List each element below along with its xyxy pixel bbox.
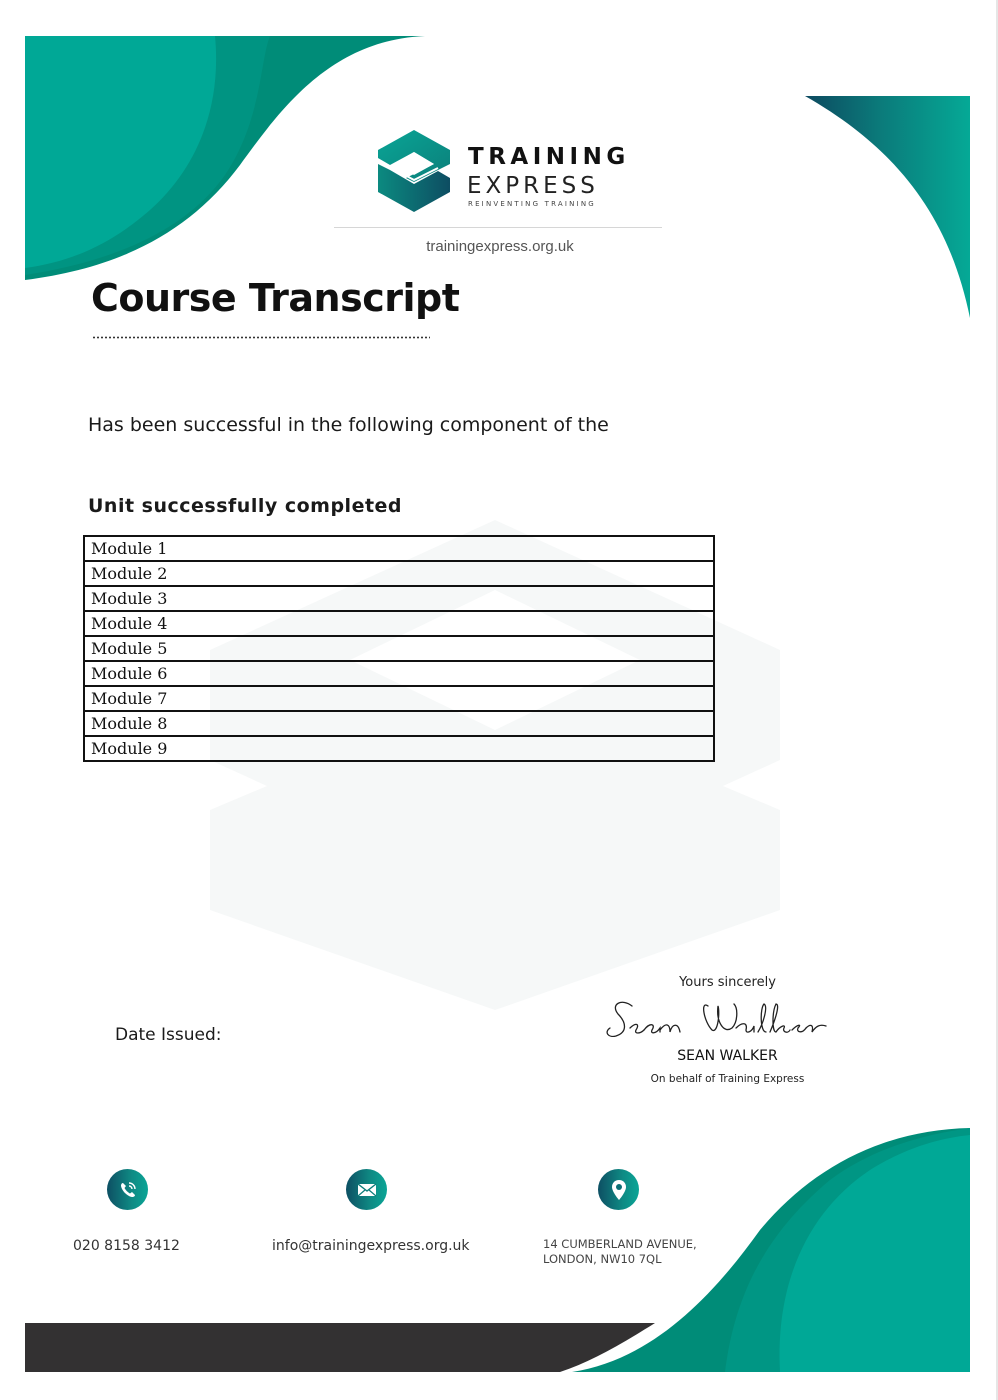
table-row bbox=[84, 561, 714, 586]
module-cell: Module 5 bbox=[84, 636, 714, 661]
page-title: Course Transcript bbox=[91, 276, 460, 320]
module-cell: Module 6 bbox=[84, 661, 714, 686]
unit-heading: Unit successfully completed bbox=[88, 495, 403, 517]
module-cell: Module 9 bbox=[84, 736, 714, 761]
map-pin-icon bbox=[598, 1169, 639, 1210]
module-cell: Module 1 bbox=[84, 536, 714, 561]
module-cell: Module 4 bbox=[84, 611, 714, 636]
envelope-icon bbox=[346, 1169, 387, 1210]
logo-mark-icon bbox=[376, 128, 452, 214]
table-row bbox=[84, 586, 714, 611]
table-row bbox=[84, 661, 714, 686]
modules-table bbox=[83, 535, 715, 762]
brand-logo bbox=[376, 128, 636, 218]
module-cell: Module 3 bbox=[84, 586, 714, 611]
name-dotted-line bbox=[92, 336, 430, 339]
email-address[interactable]: info@trainingexpress.org.uk bbox=[272, 1238, 470, 1254]
table-row bbox=[84, 636, 714, 661]
signer-role: On behalf of Training Express bbox=[650, 1073, 805, 1085]
date-issued-label: Date Issued: bbox=[115, 1025, 222, 1045]
brand-name-line1: TRAINING bbox=[468, 144, 630, 170]
address-line1: 14 CUMBERLAND AVENUE, bbox=[543, 1237, 697, 1251]
address bbox=[543, 1237, 697, 1267]
signer-name: SEAN WALKER bbox=[677, 1048, 778, 1064]
brand-tagline: REINVENTING TRAINING bbox=[468, 200, 596, 208]
table-row bbox=[84, 686, 714, 711]
closing-text: Yours sincerely bbox=[679, 975, 776, 990]
module-cell: Module 8 bbox=[84, 711, 714, 736]
table-row bbox=[84, 611, 714, 636]
table-row bbox=[84, 736, 714, 761]
brand-name-line2: EXPRESS bbox=[467, 173, 599, 199]
address-line2: LONDON, NW10 7QL bbox=[543, 1252, 662, 1266]
signature-block bbox=[600, 975, 855, 1085]
phone-icon bbox=[107, 1169, 148, 1210]
table-row bbox=[84, 711, 714, 736]
phone-number[interactable]: 020 8158 3412 bbox=[73, 1238, 180, 1254]
module-cell: Module 7 bbox=[84, 686, 714, 711]
module-cell: Module 2 bbox=[84, 561, 714, 586]
intro-text: Has been successful in the following component of the bbox=[88, 414, 609, 436]
logo-divider bbox=[334, 227, 662, 228]
handwritten-signature bbox=[600, 992, 855, 1042]
table-row bbox=[84, 536, 714, 561]
website-link[interactable]: trainingexpress.org.uk bbox=[426, 238, 574, 255]
